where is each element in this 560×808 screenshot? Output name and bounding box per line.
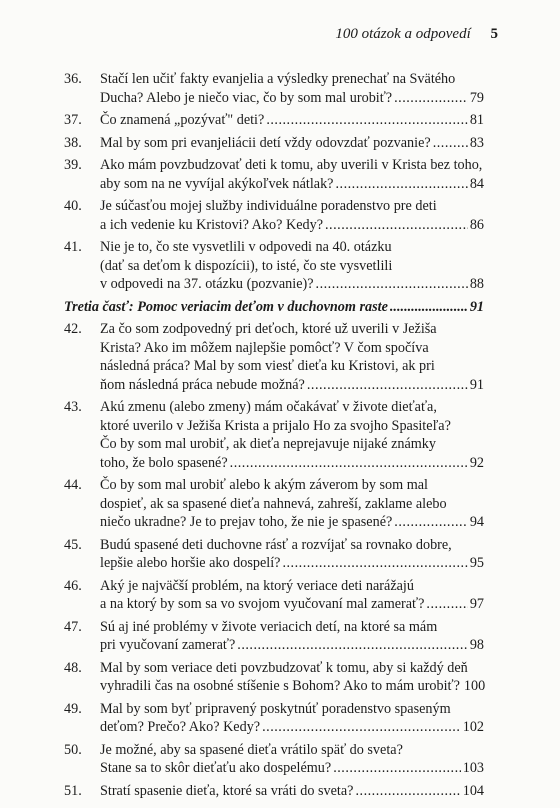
- dot-leader: [335, 175, 467, 194]
- toc-entry[interactable]: [64, 536, 484, 573]
- dot-leader: [237, 636, 468, 655]
- page-ref: 79: [469, 89, 484, 106]
- toc-entry[interactable]: [64, 782, 484, 801]
- question-text: [100, 134, 484, 153]
- question-number: 36.: [64, 71, 82, 87]
- question-line: [100, 513, 484, 532]
- question-line: Za čo som zodpovedný pri deťoch, ktoré už uverili v Ježiša: [100, 321, 437, 337]
- question-number: 51.: [64, 782, 82, 799]
- question-line-text: a na ktorý by som sa vo svojom vyučovaní mal zamerať?: [100, 596, 425, 612]
- dot-leader: [333, 759, 461, 778]
- question-number: 50.: [64, 741, 82, 758]
- question-text: [100, 577, 484, 614]
- question-line-text: Čo znamená „pozývať" deti?: [100, 112, 265, 128]
- page-ref: 91: [469, 376, 484, 393]
- question-text: [100, 197, 484, 234]
- question-line: [100, 275, 484, 294]
- question-line: [100, 595, 484, 614]
- toc-entry[interactable]: [64, 659, 484, 696]
- question-line-text: Stane sa to skôr dieťaťu ako dospelému?: [100, 760, 332, 776]
- question-line-text: pri vyučovaní zamerať?: [100, 637, 236, 653]
- question-line-text: Mal by som pri evanjeliácii detí vždy odovzdať pozvanie?: [100, 134, 431, 151]
- question-line: Budú spasené deti duchovne rásť a rozvíjať sa rovnako dobre,: [100, 536, 452, 553]
- question-line-text: Stratí spasenie dieťa, ktoré sa vráti do sveta?: [100, 782, 354, 799]
- toc-entry[interactable]: [64, 476, 484, 532]
- toc-entry[interactable]: [64, 197, 484, 234]
- dot-leader: [426, 595, 467, 614]
- question-line-text: a ich vedenie ku Kristovi? Ako? Kedy?: [100, 216, 323, 233]
- page-ref: 83: [469, 134, 484, 151]
- toc-entry[interactable]: [64, 70, 484, 107]
- question-line: dospieť, ak sa spasené dieťa nahnevá, zahreší, zaklame alebo: [100, 495, 447, 512]
- question-text: [100, 398, 484, 472]
- question-number: 40.: [64, 198, 82, 214]
- question-line: Aký je najväčší problém, na ktorý veriace deti narážajú: [100, 577, 414, 594]
- part-heading[interactable]: [64, 298, 484, 317]
- question-number: 48.: [64, 659, 82, 676]
- question-line: Sú aj iné problémy v živote veriacich detí, na ktoré sa mám: [100, 618, 438, 635]
- running-head-title: 100 otázok a odpovedí: [335, 26, 471, 42]
- question-line: [100, 677, 484, 696]
- question-line: Mal by som veriace deti povzbudzovať k tomu, aby si každý deň: [100, 659, 468, 676]
- toc-entry[interactable]: [64, 156, 484, 193]
- part-heading-title: Tretia časť: Pomoc veriacim deťom v duchovnom raste: [64, 298, 388, 315]
- question-line: [100, 718, 484, 737]
- question-line: Akú zmenu (alebo zmeny) mám očakávať v živote dieťaťa,: [100, 399, 437, 415]
- toc-group-part-three: [64, 320, 484, 800]
- question-number: 37.: [64, 112, 82, 128]
- question-text: [100, 238, 484, 294]
- question-line: Čo by som mal urobiť alebo k akým záverom by som mal: [100, 477, 428, 493]
- question-line: [100, 134, 484, 153]
- question-line-text: aby som na ne vyvíjal akýkoľvek nátlak?: [100, 175, 334, 192]
- question-number: 42.: [64, 321, 82, 337]
- question-line: Mal by som byť pripravený poskytnúť poradenstvo spaseným: [100, 700, 451, 717]
- question-number: 44.: [64, 477, 82, 493]
- question-line: [100, 782, 484, 801]
- question-line-text: Ducha? Alebo je niečo viac, čo by som mal urobiť?: [100, 89, 393, 106]
- dot-leader: [316, 275, 468, 294]
- question-line-text: deťom? Prečo? Ako? Kedy?: [100, 719, 261, 735]
- question-line: Čo by som mal urobiť, ak dieťa neprejavuje nijaké známky: [100, 436, 436, 452]
- dot-leader: [394, 89, 468, 108]
- question-line: [100, 554, 484, 573]
- toc-group-part-two: [64, 70, 484, 294]
- question-line: Ako mám povzbudzovať deti k tomu, aby uverili v Krista bez toho,: [100, 157, 483, 173]
- page-number: 5: [490, 26, 498, 42]
- question-text: [100, 700, 484, 737]
- question-text: [100, 618, 484, 655]
- question-line: [100, 175, 484, 194]
- page-ref: 81: [469, 112, 484, 128]
- question-line: následná práca? Mal by som viesť dieťa ku Kristovi, ak pri: [100, 358, 435, 374]
- dot-leader: [307, 376, 468, 395]
- dot-leader: [266, 111, 468, 130]
- toc-entry[interactable]: [64, 134, 484, 153]
- page-ref: 84: [469, 175, 484, 192]
- question-number: 41.: [64, 239, 82, 255]
- question-line: [100, 454, 484, 473]
- question-text: [100, 782, 484, 801]
- question-line: Nie je to, čo ste vysvetlili v odpovedi na 40. otázku: [100, 239, 392, 255]
- dot-leader: [325, 216, 468, 235]
- question-text: [100, 320, 484, 394]
- question-line: [100, 216, 484, 235]
- toc-entry[interactable]: [64, 741, 484, 778]
- page-ref: 97: [469, 596, 484, 612]
- question-line-text: vyhradili čas na osobné stíšenie s Bohom? Ako to mám urobiť?: [100, 678, 460, 694]
- question-text: [100, 476, 484, 532]
- dot-leader: [390, 298, 468, 317]
- question-number: 43.: [64, 399, 82, 415]
- dot-leader: [262, 718, 461, 737]
- question-line: (dať sa deťom k dispozícii), to isté, čo ste vysvetlili: [100, 257, 393, 274]
- page-ref: 86: [469, 216, 484, 233]
- toc-entry[interactable]: [64, 700, 484, 737]
- question-text: [100, 741, 484, 778]
- question-text: [100, 156, 484, 193]
- question-line: [100, 376, 484, 395]
- question-number: 49.: [64, 700, 82, 717]
- toc-entry[interactable]: [64, 320, 484, 394]
- question-text: [100, 70, 484, 107]
- dot-leader: [394, 513, 468, 532]
- toc-entry[interactable]: [64, 398, 484, 472]
- page-ref: 103: [462, 760, 484, 776]
- table-of-contents: [64, 70, 484, 804]
- question-line-text: niečo ukradne? Je to prejav toho, že nie je spasené?: [100, 514, 393, 530]
- question-number: 38.: [64, 134, 82, 151]
- question-line: [100, 636, 484, 655]
- dot-leader: [355, 782, 460, 801]
- question-line: [100, 89, 484, 108]
- question-number: 47.: [64, 618, 82, 635]
- question-number: 39.: [64, 157, 82, 173]
- dot-leader: [282, 554, 467, 573]
- dot-leader: [433, 134, 468, 153]
- question-line: [100, 759, 484, 778]
- page-ref: 104: [462, 782, 484, 799]
- question-line: [100, 111, 484, 130]
- question-line-text: v odpovedi na 37. otázku (pozvanie)?: [100, 276, 314, 292]
- page-ref: 98: [469, 637, 484, 653]
- running-head: [64, 26, 498, 43]
- toc-entry[interactable]: [64, 618, 484, 655]
- question-text: [100, 111, 484, 130]
- page-ref: 88: [469, 276, 484, 292]
- dot-leader: [230, 454, 468, 473]
- page-ref: 94: [469, 514, 484, 530]
- question-line: Je súčasťou mojej služby individuálne poradenstvo pre deti: [100, 198, 437, 214]
- question-line-text: lepšie alebo horšie ako dospelí?: [100, 555, 281, 571]
- question-number: 46.: [64, 577, 82, 594]
- question-line: Je možné, aby sa spasené dieťa vrátilo späť do sveta?: [100, 741, 403, 758]
- question-line-text: ňom následná práca nebude možná?: [100, 376, 305, 393]
- page-ref: 92: [469, 454, 484, 471]
- question-line: Stačí len učiť fakty evanjelia a výsledky prenechať na Svätého: [100, 71, 456, 87]
- page-ref: 102: [462, 719, 484, 735]
- toc-entry[interactable]: [64, 111, 484, 130]
- toc-entry[interactable]: [64, 577, 484, 614]
- question-line: Krista? Ako im môžem najlepšie pomôcť? V čom spočíva: [100, 339, 429, 356]
- part-heading-page: 91: [469, 298, 484, 315]
- question-text: [100, 536, 484, 573]
- question-text: [100, 659, 484, 696]
- question-line-text: toho, že bolo spasené?: [100, 454, 228, 471]
- question-number: 45.: [64, 536, 82, 553]
- question-line: ktoré uverilo v Ježiša Krista a prijalo Ho za svojho Spasiteľa?: [100, 417, 451, 434]
- toc-entry[interactable]: [64, 238, 484, 294]
- page-ref: 95: [469, 555, 484, 571]
- page-ref: 100: [463, 678, 486, 694]
